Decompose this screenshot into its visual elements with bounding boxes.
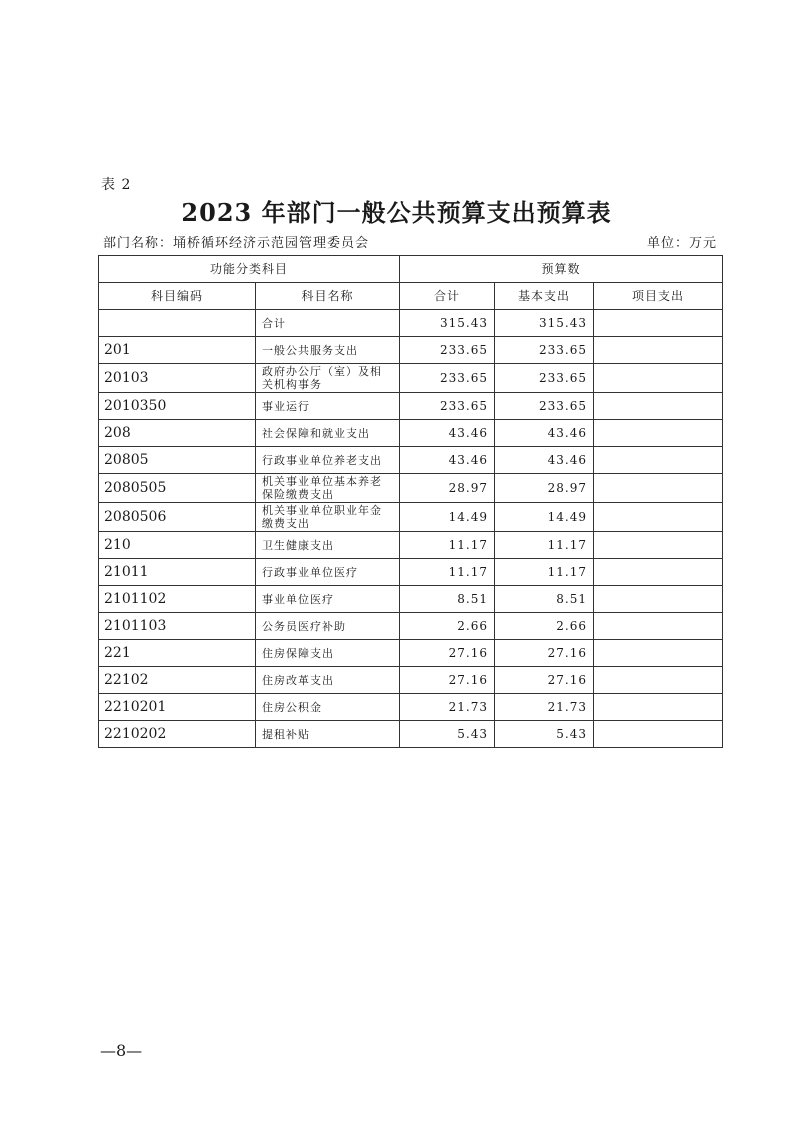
total-cell: 2.66 <box>400 613 495 640</box>
code-cell: 210 <box>99 532 256 559</box>
table-row <box>99 586 723 613</box>
table-row <box>99 364 723 393</box>
name-cell: 机关事业单位职业年金缴费支出 <box>256 503 400 532</box>
department-name: 部门名称：埇桥循环经济示范园管理委员会 <box>103 236 370 251</box>
name-cell: 一般公共服务支出 <box>256 337 400 364</box>
total-cell: 233.65 <box>400 337 495 364</box>
code-cell: 221 <box>99 640 256 667</box>
basic-cell: 11.17 <box>495 559 594 586</box>
total-cell: 21.73 <box>400 694 495 721</box>
basic-cell: 233.65 <box>495 337 594 364</box>
name-cell: 卫生健康支出 <box>256 532 400 559</box>
code-cell: 2101102 <box>99 586 256 613</box>
project-cell <box>594 640 723 667</box>
basic-cell: 315.43 <box>495 310 594 337</box>
table-row <box>99 474 723 503</box>
total-cell: 27.16 <box>400 640 495 667</box>
table-row <box>99 532 723 559</box>
project-cell <box>594 532 723 559</box>
project-cell <box>594 503 723 532</box>
project-cell <box>594 721 723 748</box>
basic-cell: 27.16 <box>495 667 594 694</box>
table-row <box>99 337 723 364</box>
column-header-row <box>99 283 723 310</box>
basic-column-header: 基本支出 <box>495 283 594 310</box>
code-cell: 2010350 <box>99 393 256 420</box>
total-cell: 233.65 <box>400 364 495 393</box>
project-cell <box>594 559 723 586</box>
code-cell: 2210201 <box>99 694 256 721</box>
code-cell: 208 <box>99 420 256 447</box>
name-cell: 提租补贴 <box>256 721 400 748</box>
basic-cell: 11.17 <box>495 532 594 559</box>
basic-cell: 5.43 <box>495 721 594 748</box>
basic-cell: 43.46 <box>495 420 594 447</box>
total-cell: 43.46 <box>400 447 495 474</box>
table-label: 表 2 <box>101 177 132 193</box>
total-column-header: 合计 <box>400 283 495 310</box>
basic-cell: 43.46 <box>495 447 594 474</box>
page-number: —8— <box>100 1041 143 1060</box>
name-cell: 住房改革支出 <box>256 667 400 694</box>
project-cell <box>594 613 723 640</box>
code-cell: 2101103 <box>99 613 256 640</box>
budget-group-header: 预算数 <box>400 256 723 283</box>
table-row <box>99 721 723 748</box>
project-cell <box>594 586 723 613</box>
code-cell: 21011 <box>99 559 256 586</box>
name-cell: 合计 <box>256 310 400 337</box>
total-cell: 43.46 <box>400 420 495 447</box>
name-cell: 行政事业单位医疗 <box>256 559 400 586</box>
total-cell: 8.51 <box>400 586 495 613</box>
basic-cell: 2.66 <box>495 613 594 640</box>
name-cell: 社会保障和就业支出 <box>256 420 400 447</box>
meta-row <box>103 232 717 251</box>
project-cell <box>594 364 723 393</box>
project-column-header: 项目支出 <box>594 283 723 310</box>
table-row <box>99 694 723 721</box>
name-cell: 事业单位医疗 <box>256 586 400 613</box>
project-cell <box>594 447 723 474</box>
document-title: 2023 年部门一般公共预算支出预算表 <box>181 198 612 227</box>
table-row <box>99 447 723 474</box>
total-cell: 27.16 <box>400 667 495 694</box>
basic-cell: 233.65 <box>495 393 594 420</box>
table-row <box>99 420 723 447</box>
code-cell: 2080505 <box>99 474 256 503</box>
budget-table-body <box>99 256 723 748</box>
project-cell <box>594 420 723 447</box>
total-cell: 28.97 <box>400 474 495 503</box>
name-cell: 政府办公厅（室）及相关机构事务 <box>256 364 400 393</box>
total-cell: 14.49 <box>400 503 495 532</box>
table-row <box>99 640 723 667</box>
total-cell: 11.17 <box>400 532 495 559</box>
classification-group-header: 功能分类科目 <box>99 256 400 283</box>
project-cell <box>594 667 723 694</box>
basic-cell: 28.97 <box>495 474 594 503</box>
project-cell <box>594 393 723 420</box>
project-cell <box>594 310 723 337</box>
table-row <box>99 503 723 532</box>
project-cell <box>594 694 723 721</box>
code-cell <box>99 310 256 337</box>
project-cell <box>594 337 723 364</box>
budget-table <box>98 255 723 748</box>
basic-cell: 21.73 <box>495 694 594 721</box>
name-cell: 住房公积金 <box>256 694 400 721</box>
name-cell: 行政事业单位养老支出 <box>256 447 400 474</box>
group-header-row <box>99 256 723 283</box>
unit-label: 单位：万元 <box>646 236 717 251</box>
table-row <box>99 559 723 586</box>
basic-cell: 27.16 <box>495 640 594 667</box>
total-cell: 233.65 <box>400 393 495 420</box>
table-row <box>99 667 723 694</box>
code-cell: 22102 <box>99 667 256 694</box>
table-row <box>99 310 723 337</box>
project-cell <box>594 474 723 503</box>
name-cell: 事业运行 <box>256 393 400 420</box>
name-cell: 公务员医疗补助 <box>256 613 400 640</box>
name-cell: 机关事业单位基本养老保险缴费支出 <box>256 474 400 503</box>
total-cell: 11.17 <box>400 559 495 586</box>
total-cell: 315.43 <box>400 310 495 337</box>
table-row <box>99 393 723 420</box>
table-row <box>99 613 723 640</box>
code-cell: 20805 <box>99 447 256 474</box>
basic-cell: 14.49 <box>495 503 594 532</box>
code-cell: 2080506 <box>99 503 256 532</box>
basic-cell: 8.51 <box>495 586 594 613</box>
code-column-header: 科目编码 <box>99 283 256 310</box>
total-cell: 5.43 <box>400 721 495 748</box>
code-cell: 20103 <box>99 364 256 393</box>
basic-cell: 233.65 <box>495 364 594 393</box>
name-cell: 住房保障支出 <box>256 640 400 667</box>
code-cell: 201 <box>99 337 256 364</box>
code-cell: 2210202 <box>99 721 256 748</box>
name-column-header: 科目名称 <box>256 283 400 310</box>
